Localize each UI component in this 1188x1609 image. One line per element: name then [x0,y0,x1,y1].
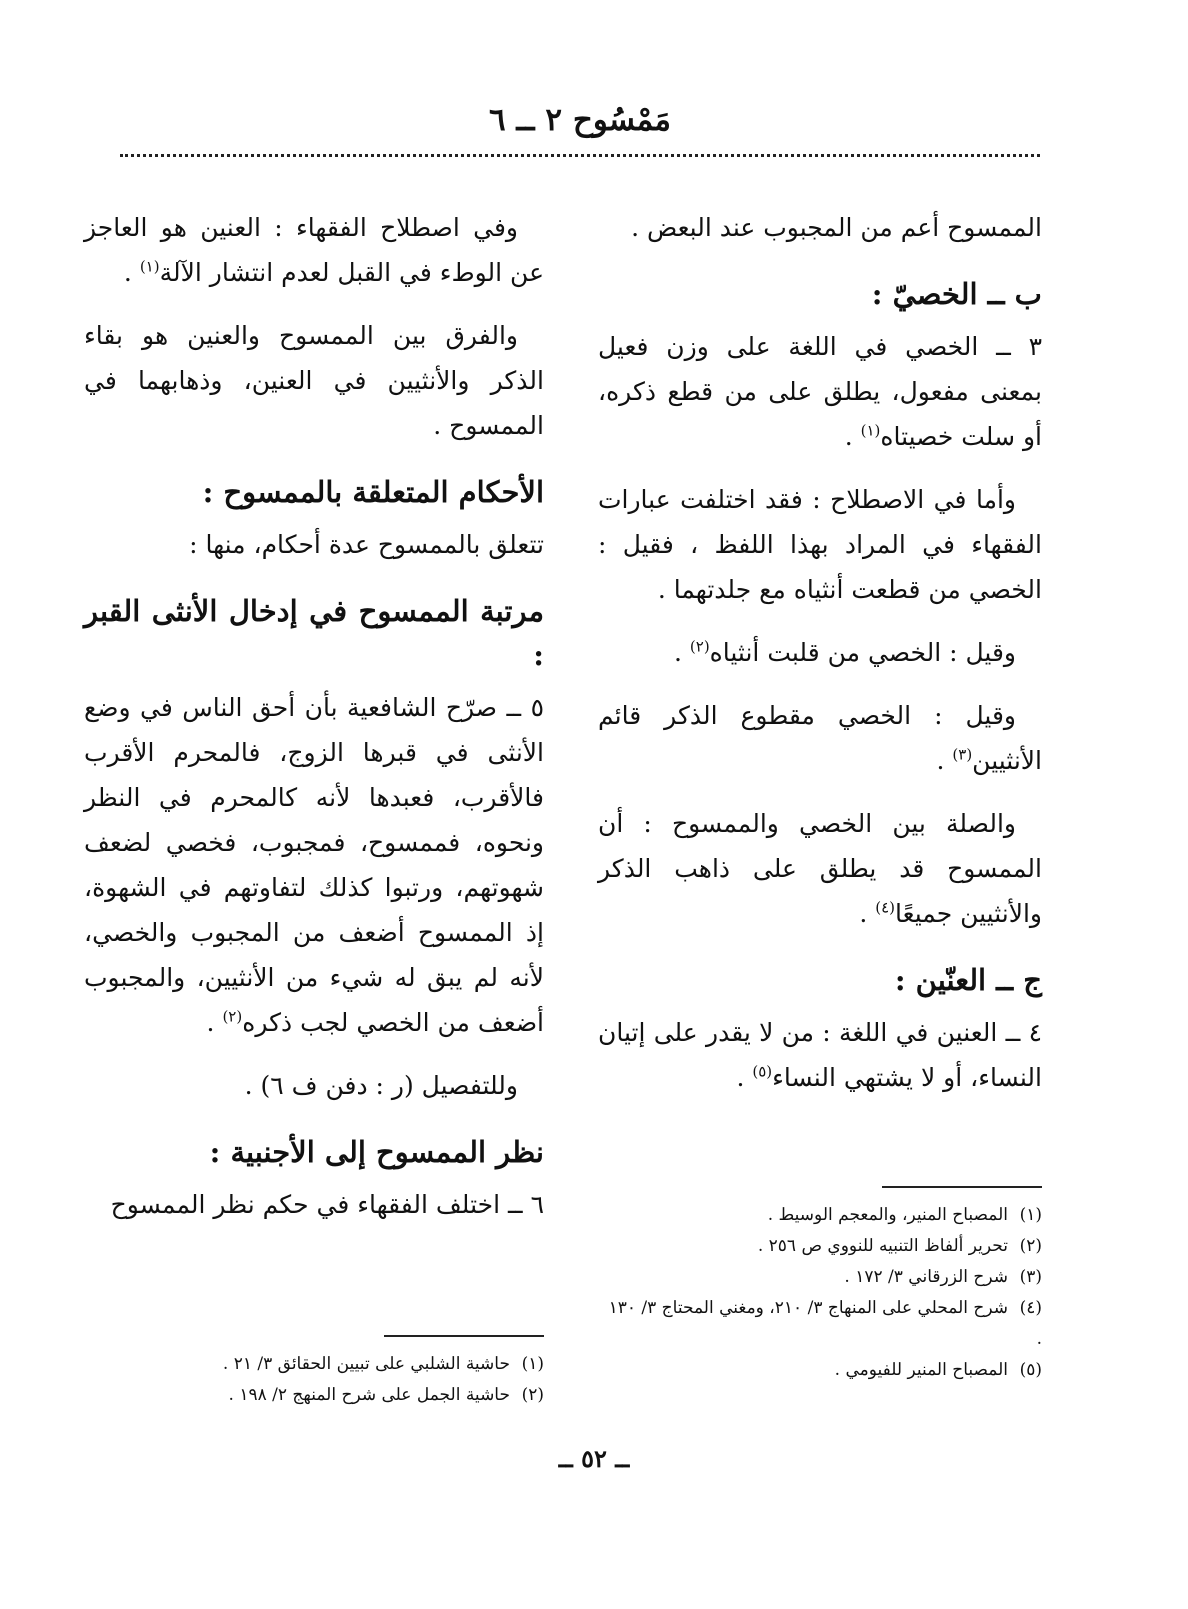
footnote: (١)المصباح المنير، والمعجم الوسيط . [767,1205,1042,1225]
paragraph: وأما في الاصطلاح : فقد اختلفت عبارات الفقهاء في المراد بهذا اللفظ ، فقيل : الخصي من قطعت أنثياه مع جلدتهما . [598,485,1042,604]
section-heading-khasi: ب ــ الخصيّ : [871,277,1042,311]
footnote-ref: (٢) [222,1007,243,1026]
footnote: (١)حاشية الشلبي على تبيين الحقائق ٣/ ٢١ . [222,1354,544,1374]
footnote-ref: (٣) [952,745,973,764]
paragraph: ٦ ــ اختلف الفقهاء في حكم نظر الممسوح [110,1190,544,1219]
footnote: (٣)شرح الزرقاني ٣/ ١٧٢ . [844,1267,1042,1287]
paragraph: ٤ ــ العنين في اللغة : من لا يقدر على إتيان النساء، أو لا يشتهي النساء$^{(٥)}$ . [598,1018,1042,1092]
paragraph: ٣ ــ الخصي في اللغة على وزن فعيل بمعنى مفعول، يطلق على من قطع ذكره، أو سلت خصيتاه$^{(١)}$ . [598,332,1042,451]
footnote: (٤)شرح المحلي على المنهاج ٣/ ٢١٠، ومغني المحتاج ٣/ ١٣٠ . [608,1298,1042,1349]
running-header: مَمْسُوح ٢ ــ ٦ [488,102,672,138]
footnote-ref: (١) [860,421,881,440]
left-column [84,205,544,1245]
paragraph: وللتفصيل (ر : دفن ف ٦) . [244,1071,518,1100]
footnote-ref: (١) [139,257,160,276]
paragraph: وقيل : الخصي من قلبت أنثياه$^{(٢)}$ . [673,637,1016,667]
section-heading-innin: ج ــ العنّين : [894,963,1042,997]
section-heading-burial: مرتبة الممسوح في إدخال الأنثى القبر : [84,594,544,672]
footnotes-left [84,1335,544,1411]
footnote: (٢)تحرير ألفاظ التنبيه للنووي ص ٢٥٦ . [757,1236,1042,1256]
paragraph: تتعلق بالممسوح عدة أحكام، منها : [189,530,544,559]
footnote-rule [882,1186,1042,1188]
paragraph: الممسوح أعم من المجبوب عند البعض . [631,213,1042,242]
page-number: ــ ٥٢ ــ [558,1444,630,1473]
right-column [598,205,1042,1118]
paragraph: وقيل : الخصي مقطوع الذكر قائم الأنثيين$^{(٣)}$ . [598,701,1042,775]
section-heading-ahkam: الأحكام المتعلقة بالممسوح : [202,475,544,509]
paragraph: ٥ ــ صرّح الشافعية بأن أحق الناس في وضع الأنثى في قبرها الزوج، فالمحرم الأقرب فالأقرب، فعبدها لأنه كالمحرم في النظر ونحوه، فممسوح، فمجبوب، فخصي لضعف شهوتهم، ورتبوا كذلك لتفاوتهم في الشهوة، إذ الممسوح أضعف من المجبوب والخصي، لأنه لم يبق له شيء من الأنثيين، والمجبوب أضعف من الخصي لجب ذكره$^{(٢)}$ . [84,693,544,1037]
footnote-rule [384,1335,544,1337]
footnote: (٢)حاشية الجمل على شرح المنهج ٢/ ١٩٨ . [228,1385,544,1405]
footnote-ref: (٥) [752,1062,773,1081]
footnote: (٥)المصباح المنير للفيومي . [834,1360,1042,1380]
footnote-ref: (٤) [875,898,896,917]
section-heading-gaze: نظر الممسوح إلى الأجنبية : [209,1135,544,1169]
paragraph: والفرق بين الممسوح والعنين هو بقاء الذكر والأنثيين في العنين، وذهابهما في الممسوح . [84,321,544,440]
header-dotted-rule [120,154,1040,157]
footnotes-right [598,1186,1042,1386]
paragraph: وفي اصطلاح الفقهاء : العنين هو العاجز عن الوطء في القبل لعدم انتشار الآلة$^{(١)}$ . [84,213,544,287]
footnote-ref: (٢) [689,637,710,656]
paragraph: والصلة بين الخصي والممسوح : أن الممسوح قد يطلق على ذاهب الذكر والأنثيين جميعًا$^{(٤)}$ . [598,809,1042,928]
